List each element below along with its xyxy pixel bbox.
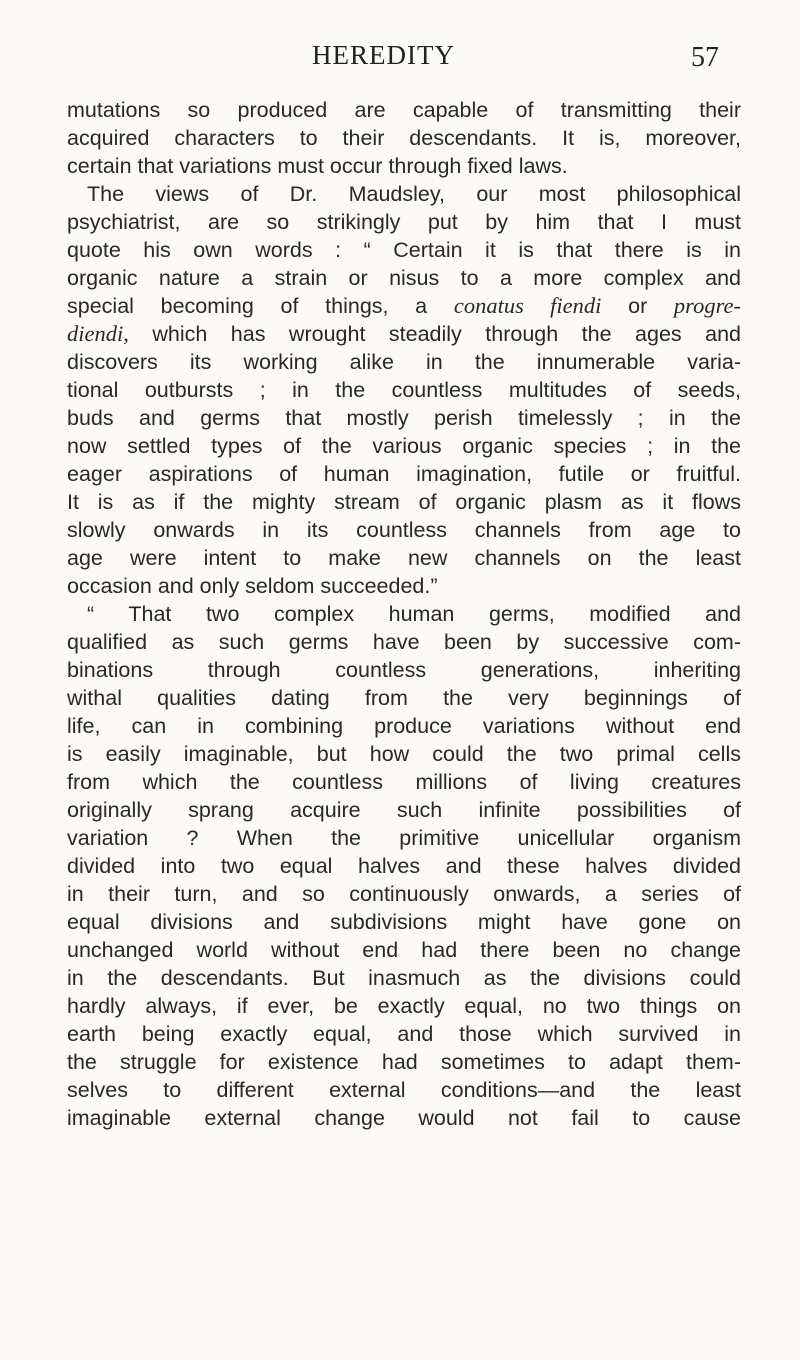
text-run: or [601, 294, 674, 318]
text-line: occasion and only seldom succeeded.” [67, 574, 438, 598]
text-line: psychiatrist, are so strikingly put by him that I must [67, 210, 741, 234]
text-line: divided into two equal halves and these halves divided [67, 854, 741, 878]
text-line: The views of Dr. Maudsley, our most philosophical [87, 182, 741, 206]
page-number: 57 [691, 42, 719, 73]
text-line: unchanged world without end had there been no change [67, 938, 741, 962]
text-line: quote his own words : “ Certain it is that there is in [67, 238, 741, 262]
text-line: qualified as such germs have been by successive com- [67, 630, 741, 654]
text-line: the struggle for existence had sometimes to adapt them- [67, 1050, 741, 1074]
text-line: imaginable external change would not fail to cause [67, 1106, 741, 1130]
text-line: hardly always, if ever, be exactly equal, no two things on [67, 994, 741, 1018]
text-line: certain that variations must occur through fixed laws. [67, 154, 568, 178]
text-line: in the descendants. But inasmuch as the divisions could [67, 966, 741, 990]
text-line: organic nature a strain or nisus to a more complex and [67, 266, 741, 290]
italic-phrase: conatus fiendi [453, 293, 602, 318]
text-run: which has wrought steadily through the ages and [128, 322, 741, 346]
running-head: HEREDITY [312, 40, 455, 70]
text-line: earth being exactly equal, and those which survived in [67, 1022, 741, 1046]
text-line: selves to different external conditions—and the least [67, 1078, 741, 1102]
italic-phrase: diendi, [67, 321, 129, 346]
text-line: equal divisions and subdivisions might have gone on [67, 910, 741, 934]
text-line: in their turn, and so continuously onwards, a series of [67, 882, 741, 906]
text-line: It is as if the mighty stream of organic plasm as it flows [67, 490, 741, 514]
text-line: buds and germs that mostly perish timelessly ; in the [67, 406, 741, 430]
text-line: is easily imaginable, but how could the two primal cells [67, 742, 741, 766]
text-line: eager aspirations of human imagination, futile or fruitful. [67, 462, 741, 486]
text-line: mutations so produced are capable of transmitting their [67, 98, 741, 122]
text-line: from which the countless millions of living creatures [67, 770, 741, 794]
text-line [67, 320, 741, 348]
text-line: binations through countless generations, inheriting [67, 658, 741, 682]
italic-phrase: progre- [673, 293, 741, 318]
text-line: acquired characters to their descendants. It is, moreover, [67, 126, 741, 150]
body-text [67, 96, 741, 1132]
text-line: “ That two complex human germs, modified and [87, 602, 741, 626]
text-line: discovers its working alike in the innumerable varia- [67, 350, 741, 374]
text-line: withal qualities dating from the very beginnings of [67, 686, 741, 710]
page-header [0, 40, 800, 80]
text-line: life, can in combining produce variations without end [67, 714, 741, 738]
text-line: variation ? When the primitive unicellular organism [67, 826, 741, 850]
text-line [67, 292, 741, 320]
text-line: age were intent to make new channels on the least [67, 546, 741, 570]
text-run: special becoming of things, a [67, 294, 454, 318]
text-line: tional outbursts ; in the countless multitudes of seeds, [67, 378, 741, 402]
text-line: now settled types of the various organic species ; in the [67, 434, 741, 458]
text-line: slowly onwards in its countless channels from age to [67, 518, 741, 542]
text-line: originally sprang acquire such infinite possibilities of [67, 798, 741, 822]
